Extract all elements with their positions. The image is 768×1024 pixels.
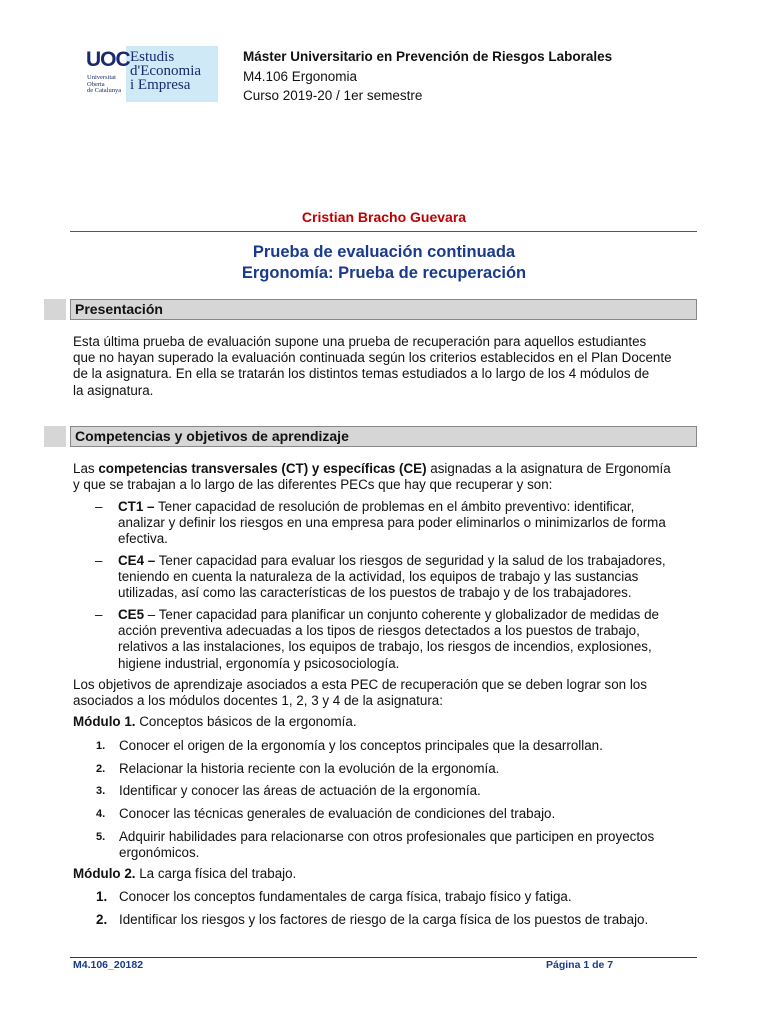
course-name: M4.106 Ergonomia <box>243 68 358 84</box>
intro-bold: competencias transversales (CT) y específicas (CE) <box>98 461 427 476</box>
university-name <box>87 75 127 95</box>
text-line: utilizadas, así como las características de los puestos de trabajo y de los trabajadores. <box>118 585 632 601</box>
text-line: Esta última prueba de evaluación supone una prueba de recuperación para aquellos estudiantes <box>73 334 647 349</box>
text-line: la asignatura. <box>73 382 154 398</box>
title-line-2: Ergonomía: Prueba de recuperación <box>241 264 527 282</box>
presentacion-paragraph <box>73 334 695 399</box>
section-heading-presentacion: Presentación <box>70 299 697 320</box>
title-line-1: Prueba de evaluación continuada <box>252 243 516 261</box>
module-label: Módulo 2. <box>73 866 136 881</box>
module-2-heading <box>73 866 296 882</box>
program-name: Máster Universitario en Prevención de Riesgos Laborales <box>243 49 613 64</box>
faculty-line: i Empresa <box>130 77 191 93</box>
list-number: 3. <box>96 785 106 797</box>
text-line: Adquirir habilidades para relacionarse con otros profesionales que participen en proyectos <box>119 829 655 844</box>
document-header <box>243 47 612 106</box>
objective-item: Relacionar la historia reciente con la evolución de la ergonomía. <box>119 761 500 776</box>
uoc-mark <box>84 46 130 102</box>
section-marker <box>44 299 66 320</box>
objective-item: Conocer el origen de la ergonomía y los conceptos principales que la desarrollan. <box>119 738 603 753</box>
competency-item-ct1 <box>118 499 694 548</box>
list-number: 2. <box>96 763 106 775</box>
text-line: ergonómicos. <box>119 845 200 861</box>
text-line: higiene industrial, ergonomía y psicosociología. <box>118 655 400 671</box>
list-number: 1. <box>96 740 106 752</box>
text-line: teniendo en cuenta la naturaleza de la actividad, los equipos de trabajo y las sustancias <box>118 569 639 585</box>
footer-page-number: Página 1 de 7 <box>546 959 614 971</box>
faculty-line: Estudis <box>130 49 175 65</box>
list-number: 4. <box>96 808 106 820</box>
university-line: de Catalunya <box>87 87 122 94</box>
competency-item-ce4 <box>118 553 694 602</box>
text-line: analizar y definir los riesgos en una empresa para poder eliminarlos o minimizarlos de forma <box>118 515 666 531</box>
competency-code: CT1 – <box>118 499 155 514</box>
text-line: efectiva. <box>118 531 168 547</box>
objective-item: Identificar y conocer las áreas de actuación de la ergonomía. <box>119 783 481 798</box>
text-line: de la asignatura. En ella se tratarán los distintos temas estudiados a lo largo de los 4 módulos de <box>73 366 650 382</box>
text-line <box>118 499 694 515</box>
list-number: 2. <box>96 912 108 927</box>
author-name: Cristian Bracho Guevara <box>301 209 467 225</box>
competency-text: Tener capacidad de resolución de problemas en el ámbito preventivo: identificar, <box>157 499 635 514</box>
intro-text: Las <box>73 461 99 476</box>
competency-code: CE5 <box>118 607 145 622</box>
text-line: asociados a los módulos docentes 1, 2, 3 y 4 de la asignatura: <box>73 693 443 709</box>
list-dash: – <box>95 607 103 622</box>
text-line: acción preventiva adecuadas a los tipos de riesgos detectados a los puestos de trabajo, <box>118 623 640 639</box>
intro-text: asignadas a la asignatura de Ergonomía <box>426 461 671 476</box>
list-dash: – <box>95 553 103 568</box>
uoc-logo <box>84 46 222 104</box>
module-1-heading <box>73 714 357 730</box>
footer-divider <box>70 957 697 958</box>
objective-item: Identificar los riesgos y los factores de riesgo de la carga física de los puestos de trabajo. <box>119 912 649 927</box>
module-label: Módulo 1. <box>73 714 136 729</box>
faculty-label <box>126 46 218 102</box>
competency-code: CE4 – <box>118 553 156 568</box>
section-heading-competencias: Competencias y objetivos de aprendizaje <box>70 426 697 447</box>
uoc-mark-text: UOC <box>86 48 130 71</box>
objective-item <box>119 829 694 861</box>
document-title <box>0 242 768 284</box>
list-number: 1. <box>96 889 108 904</box>
list-number: 5. <box>96 831 106 843</box>
text-line: y que se trabajan a lo largo de las diferentes PECs que hay que recuperar y son: <box>73 477 553 493</box>
module-title: Conceptos básicos de la ergonomía. <box>139 714 357 729</box>
text-line: Los objetivos de aprendizaje asociados a esta PEC de recuperación que se deben lograr son los <box>73 677 647 692</box>
course-term: Curso 2019-20 / 1er semestre <box>243 88 423 103</box>
competency-text: – Tener capacidad para planificar un conjunto coherente y globalizador de medidas de <box>147 607 659 622</box>
objective-item: Conocer las técnicas generales de evaluación de condiciones del trabajo. <box>119 806 556 821</box>
competencias-intro <box>73 461 695 493</box>
competency-text: Tener capacidad para evaluar los riesgos de seguridad y la salud de los trabajadores, <box>158 553 666 568</box>
university-line: Oberta <box>87 80 105 88</box>
faculty-line: d'Economia <box>130 63 202 79</box>
text-line <box>118 607 694 623</box>
objetivos-paragraph <box>73 677 695 709</box>
text-line <box>73 461 695 477</box>
university-line: Universitat <box>87 74 116 81</box>
list-dash: – <box>95 499 103 514</box>
title-divider <box>70 231 697 232</box>
footer-document-code: M4.106_20182 <box>73 959 144 971</box>
text-line: relativos a las instalaciones, los equipos de trabajo, los riesgos de incendios, explosiones, <box>118 639 652 655</box>
objective-item: Conocer los conceptos fundamentales de carga física, trabajo físico y fatiga. <box>119 889 572 904</box>
text-line: que no hayan superado la evaluación continuada según los criterios establecidos en el Plan Docente <box>73 350 672 366</box>
section-marker <box>44 426 66 447</box>
module-title: La carga física del trabajo. <box>139 866 297 881</box>
competency-item-ce5 <box>118 607 694 672</box>
text-line <box>118 553 694 569</box>
